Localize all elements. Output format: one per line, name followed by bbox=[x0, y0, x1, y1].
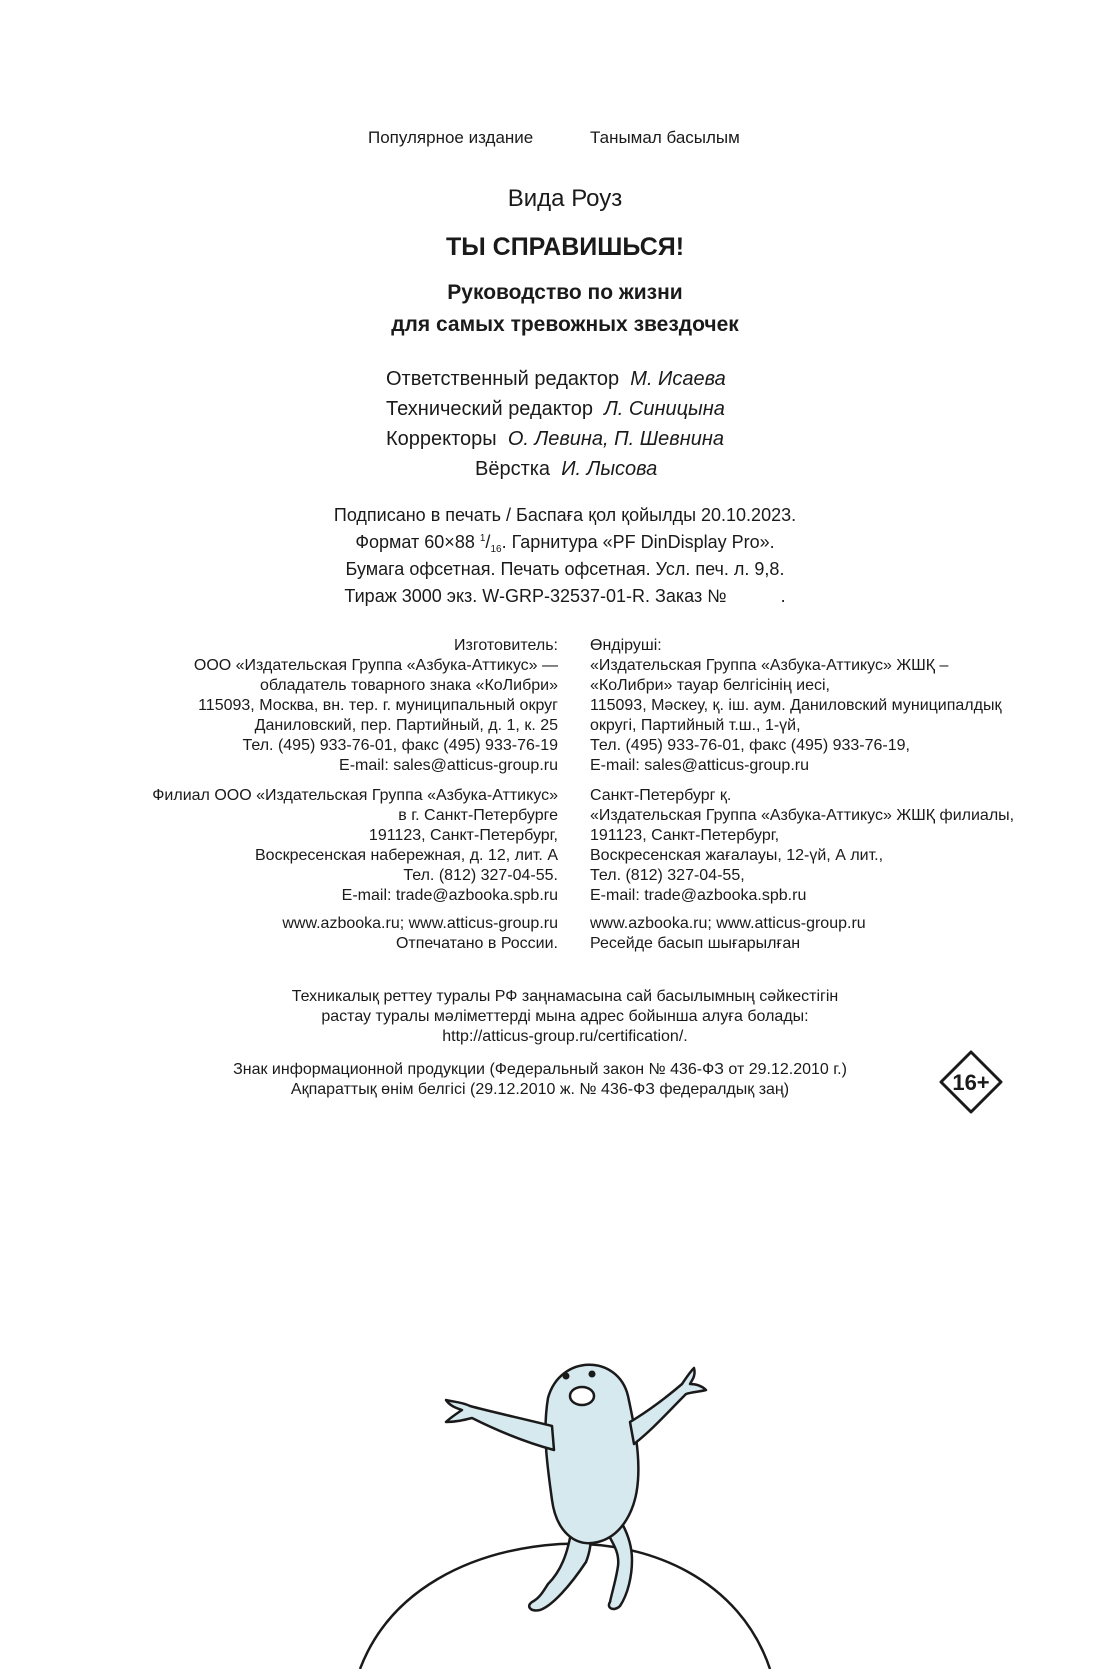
manufacturer-ru-line: Тел. (495) 933-76-01, факс (495) 933-76-19 bbox=[242, 737, 558, 754]
certification-line: растау туралы мәліметтерді мына адрес бойынша алуға болады: bbox=[321, 1008, 809, 1025]
branch-ru-line: Воскресенская набережная, д. 12, лит. А bbox=[255, 847, 558, 864]
info-sign-line: Ақпараттық өнім белгісі (29.12.2010 ж. № 436-ФЗ федералдық заң) bbox=[290, 1081, 790, 1098]
info-sign-block bbox=[0, 1060, 1080, 1100]
run-end: . bbox=[780, 586, 786, 606]
web-kz-block bbox=[590, 914, 866, 954]
format-suffix: . Гарнитура «PF DinDisplay Pro». bbox=[501, 532, 775, 552]
certification-line: http://atticus-group.ru/certification/. bbox=[442, 1028, 688, 1045]
format-prefix: Формат 60×88 bbox=[355, 532, 475, 552]
branch-kz-line: «Издательская Группа «Азбука-Аттикус» ЖШҚ филиалы, bbox=[590, 807, 1015, 824]
credit-role: Вёрстка bbox=[475, 458, 551, 480]
age-rating-text: 16+ bbox=[952, 1070, 990, 1095]
creature-right-arm bbox=[630, 1368, 706, 1444]
credit-name: О. Левина, П. Шевнина bbox=[507, 428, 724, 450]
credit-technical-editor bbox=[386, 398, 725, 421]
manufacturer-kz-line: «Издательская Группа «Азбука-Аттикус» ЖШҚ – bbox=[590, 657, 949, 674]
book-author: Вида Роуз bbox=[507, 185, 623, 212]
format-numerator: 1 bbox=[479, 533, 486, 544]
age-rating-badge bbox=[939, 1050, 1003, 1114]
web-ru-line: Отпечатано в России. bbox=[395, 935, 558, 952]
branch-kz-line: Тел. (812) 327-04-55, bbox=[590, 867, 745, 884]
run-text: Тираж 3000 экз. W-GRP-32537-01-R. Заказ № bbox=[344, 586, 727, 606]
subtitle-line-2: для самых тревожных звездочек bbox=[391, 313, 739, 336]
format-slash: / bbox=[485, 532, 491, 552]
info-sign-line: Знак информационной продукции (Федеральный закон № 436-ФЗ от 29.12.2010 г.) bbox=[233, 1061, 847, 1078]
book-title: ТЫ СПРАВИШЬСЯ! bbox=[445, 233, 685, 261]
manufacturer-kz-line: «КоЛибри» тауар белгісінің иесі, bbox=[590, 677, 830, 694]
branch-ru-line: 191123, Санкт-Петербург, bbox=[368, 827, 558, 844]
web-ru-block bbox=[282, 914, 558, 954]
manufacturer-kz-line: 115093, Мәскеу, қ. іш. аум. Даниловский муниципалдық bbox=[590, 697, 1002, 714]
subtitle-line-1: Руководство по жизни bbox=[447, 281, 683, 304]
credit-name: И. Лысова bbox=[561, 458, 658, 480]
web-kz-line: Ресейде басып шығарылған bbox=[590, 935, 801, 952]
manufacturer-kz-line: Өндіруші: bbox=[590, 637, 662, 654]
manufacturer-ru-line: E-mail: sales@atticus-group.ru bbox=[339, 757, 558, 774]
branch-ru-block bbox=[152, 786, 558, 906]
credit-proofreaders bbox=[386, 428, 724, 451]
certification-block bbox=[0, 987, 1100, 1047]
format-denominator: 16 bbox=[490, 544, 502, 555]
creature-mouth bbox=[570, 1387, 594, 1405]
manufacturer-ru-line: ООО «Издательская Группа «Азбука-Аттикус» — bbox=[193, 657, 558, 674]
credit-name: М. Исаева bbox=[630, 368, 726, 390]
credit-name: Л. Синицына bbox=[604, 398, 725, 420]
branch-kz-line: E-mail: trade@azbooka.spb.ru bbox=[590, 887, 807, 904]
manufacturer-kz-line: Тел. (495) 933-76-01, факс (495) 933-76-19, bbox=[590, 737, 910, 754]
manufacturer-kz-line: округі, Партийный т.ш., 1-үй, bbox=[590, 717, 801, 734]
web-kz-line: www.azbooka.ru; www.atticus-group.ru bbox=[590, 915, 866, 932]
branch-ru-line: Филиал ООО «Издательская Группа «Азбука-Аттикус» bbox=[152, 787, 558, 804]
creature-eye-left bbox=[563, 1373, 570, 1380]
creature-left-arm bbox=[446, 1400, 554, 1450]
manufacturer-ru-line: Изготовитель: bbox=[454, 637, 558, 654]
manufacturer-ru-line: Даниловский, пер. Партийный, д. 1, к. 25 bbox=[254, 717, 558, 734]
manufacturer-ru-block bbox=[194, 636, 558, 776]
manufacturer-ru-line: 115093, Москва, вн. тер. г. муниципальный округ bbox=[198, 697, 558, 714]
certification-line: Техникалық реттеу туралы РФ заңнамасына сай басылымның сәйкестігін bbox=[291, 988, 839, 1005]
print-run bbox=[0, 586, 1100, 607]
branch-kz-line: 191123, Санкт-Петербург, bbox=[590, 827, 780, 844]
manufacturer-ru-line: обладатель товарного знака «КоЛибри» bbox=[259, 677, 558, 694]
branch-ru-line: Тел. (812) 327-04-55. bbox=[403, 867, 558, 884]
creature-eye-right bbox=[589, 1371, 596, 1378]
web-ru-line: www.azbooka.ru; www.atticus-group.ru bbox=[282, 915, 558, 932]
branch-ru-line: в г. Санкт-Петербурге bbox=[398, 807, 558, 824]
branch-kz-block bbox=[590, 786, 1014, 906]
credit-role: Технический редактор bbox=[386, 398, 593, 420]
branch-kz-line: Санкт-Петербург қ. bbox=[590, 787, 732, 804]
book-subtitle bbox=[0, 277, 1100, 341]
credit-responsible-editor bbox=[386, 368, 726, 391]
print-paper: Бумага офсетная. Печать офсетная. Усл. печ. л. 9,8. bbox=[345, 559, 785, 579]
creature-illustration bbox=[0, 1340, 1100, 1669]
credit-role: Ответственный редактор bbox=[386, 368, 620, 390]
print-signed: Подписано в печать / Баспаға қол қойылды 20.10.2023. bbox=[333, 505, 797, 525]
branch-kz-line: Воскресенская жағалауы, 12-үй, А лит., bbox=[590, 847, 884, 864]
credit-role: Корректоры bbox=[386, 428, 497, 450]
edition-label-kz: Танымал басылым bbox=[590, 128, 740, 147]
age-rating-diamond-icon bbox=[939, 1050, 1003, 1114]
manufacturer-kz-block bbox=[590, 636, 1001, 776]
edition-label-ru: Популярное издание bbox=[368, 128, 534, 147]
manufacturer-kz-line: E-mail: sales@atticus-group.ru bbox=[590, 757, 809, 774]
branch-ru-line: E-mail: trade@azbooka.spb.ru bbox=[341, 887, 558, 904]
print-format bbox=[0, 532, 1100, 555]
credit-layout bbox=[475, 458, 657, 481]
